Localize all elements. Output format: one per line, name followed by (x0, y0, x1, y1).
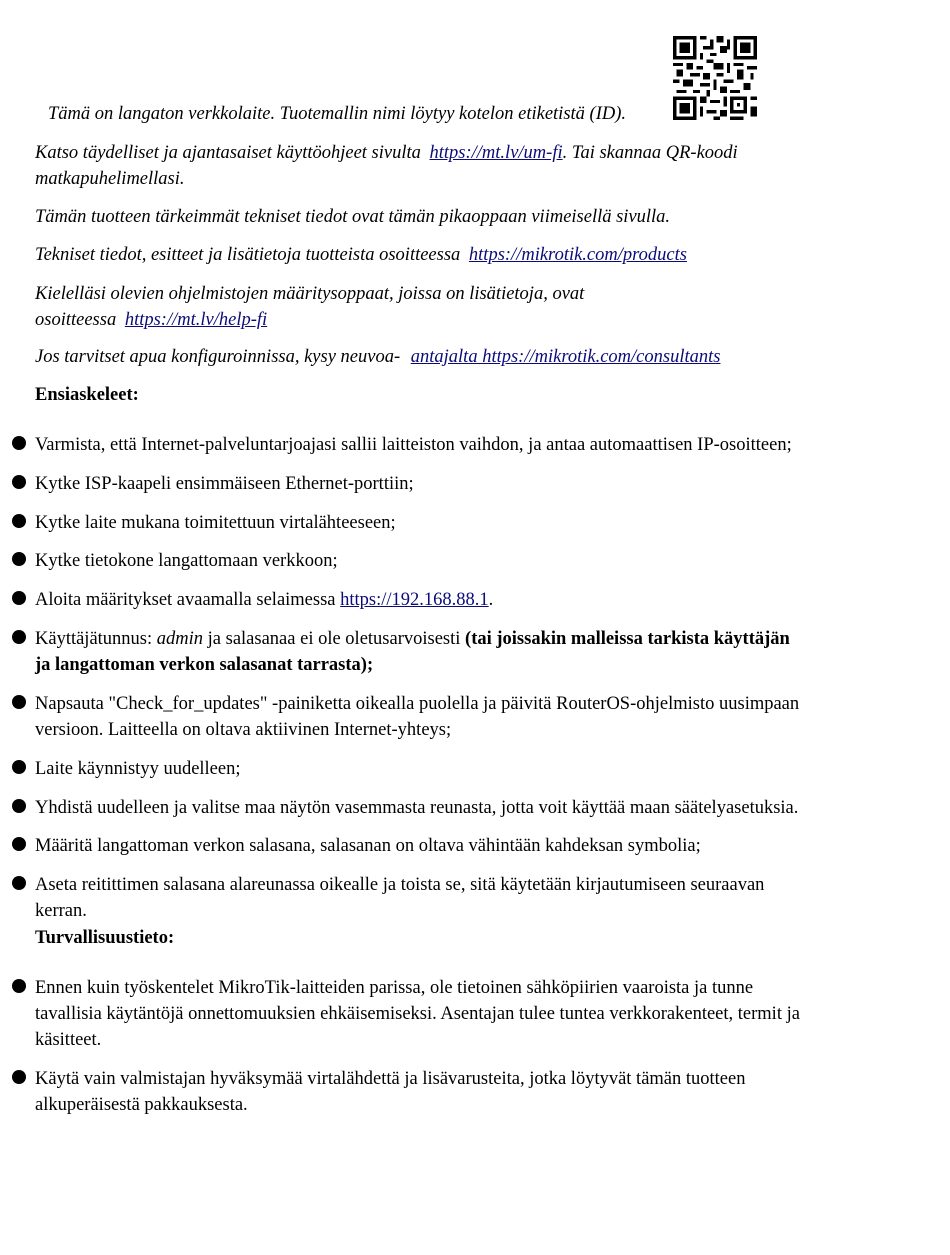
specs-note (35, 204, 670, 230)
bullet-dot (12, 695, 26, 709)
intro-text: Tämä on langaton verkkolaite. Tuotemallin nimi löytyy kotelon etiketistä (ID). (48, 104, 627, 124)
first-step-item: Kytke laite mukana toimitettuun virtalähteeseen; (35, 513, 396, 533)
safety-item1-line1: Ennen kuin työskentelet MikroTik-laitteiden parissa, ole tietoinen sähköpiirien vaaroista ja tunne (35, 978, 754, 998)
help-paragraph (35, 281, 584, 333)
credentials-bold-2: ja langattoman verkon salasanat tarrasta); (35, 655, 374, 675)
first-steps-heading: Ensiaskeleet: (35, 385, 139, 405)
safety-heading: Turvallisuustieto: (35, 928, 175, 948)
username-label: Käyttäjätunnus: (35, 629, 153, 649)
safety-item2-line2: alkuperäisestä pakkauksesta. (35, 1095, 248, 1115)
bullet-dot (12, 799, 26, 813)
first-step-item: Laite käynnistyy uudelleen; (35, 759, 241, 779)
browser-after: . (488, 590, 494, 610)
safety-item1-line2: tavallisia käytäntöjä onnettomuuksien ehkäisemiseksi. Asentajan tulee tuntea verkkorakenteet, termit ja (35, 1004, 800, 1024)
bullet-dot (12, 1070, 26, 1084)
bullet-dot (12, 760, 26, 774)
intro-line (48, 101, 626, 127)
consult-link[interactable]: antajalta https://mikrotik.com/consultants (410, 347, 721, 367)
consult-paragraph (35, 344, 720, 370)
router-address-link[interactable]: https://192.168.88.1 (340, 590, 489, 610)
manual-text: Katso täydelliset ja ajantasaiset käyttöohjeet sivulta (35, 143, 421, 163)
first-step-item-update (35, 691, 865, 743)
credentials-bold-1: (tai joissakin malleissa tarkista käyttäjän (465, 629, 790, 649)
manual-paragraph (35, 140, 835, 192)
safety-item2-line1: Käytä vain valmistajan hyväksymää virtalähdettä ja lisävarusteita, jotka löytyvät tämän tuotteen (35, 1069, 746, 1089)
help-text-line2: osoitteessa (35, 310, 117, 330)
bullet-dot (12, 837, 26, 851)
bullet-dot (12, 979, 26, 993)
manual-link[interactable]: https://mt.lv/um-fi (429, 143, 563, 163)
safety-item (35, 975, 865, 1053)
bullet-dot (12, 876, 26, 890)
manual-after: . Tai skannaa QR-koodi (562, 143, 738, 163)
username-value: admin (156, 629, 204, 649)
qr-code-icon (673, 36, 757, 120)
specs-note-text: Tämän tuotteen tärkeimmät tekniset tiedot ovat tämän pikaoppaan viimeisellä sivulla. (35, 207, 671, 227)
router-password-line2: kerran. (35, 901, 87, 921)
first-step-item: Yhdistä uudelleen ja valitse maa näytön vasemmasta reunasta, jotta voit käyttää maan säätelyasetuksia. (35, 798, 799, 818)
help-text-line1: Kielelläsi olevien ohjelmistojen määritysoppaat, joissa on lisätietoja, ovat (35, 284, 585, 304)
update-line1: Napsauta "Check_for_updates" -painiketta oikealla puolella ja päivitä RouterOS-ohjelmisto uusimpaan (35, 694, 800, 714)
bullet-dot (12, 475, 26, 489)
products-paragraph (35, 242, 687, 268)
bullet-dot (12, 436, 26, 450)
help-link[interactable]: https://mt.lv/help-fi (124, 310, 268, 330)
manual-line2: matkapuhelimellasi. (35, 169, 185, 189)
first-step-item-browser (35, 587, 865, 613)
bullet-dot (12, 514, 26, 528)
first-step-item: Määritä langattoman verkon salasana, salasanan on oltava vähintään kahdeksan symbolia; (35, 836, 701, 856)
first-step-item-credentials (35, 626, 865, 678)
bullet-dot (12, 591, 26, 605)
bullet-dot (12, 552, 26, 566)
password-note: ja salasanaa ei ole oletusarvoisesti (207, 629, 461, 649)
update-line2: versioon. Laitteella on oltava aktiivinen Internet-yhteys; (35, 720, 452, 740)
bullet-dot (12, 630, 26, 644)
first-step-item: Varmista, että Internet-palveluntarjoajasi sallii laitteiston vaihdon, ja antaa automaattisen IP-osoitteen; (35, 435, 792, 455)
safety-item (35, 1066, 865, 1118)
browser-text: Aloita määritykset avaamalla selaimessa (35, 590, 336, 610)
consult-text: Jos tarvitset apua konfiguroinnissa, kysy neuvoa- (35, 347, 401, 367)
first-step-item-router-password (35, 872, 865, 924)
router-password-line1: Aseta reitittimen salasana alareunassa oikealle ja toista se, sitä käytetään kirjautumiseen seuraavan (35, 875, 765, 895)
safety-item1-line3: käsitteet. (35, 1030, 102, 1050)
products-text: Tekniset tiedot, esitteet ja lisätietoja tuotteista osoitteessa (35, 245, 461, 265)
first-step-item: Kytke tietokone langattomaan verkkoon; (35, 551, 338, 571)
first-step-item: Kytke ISP-kaapeli ensimmäiseen Ethernet-porttiin; (35, 474, 414, 494)
products-link[interactable]: https://mikrotik.com/products (468, 245, 687, 265)
